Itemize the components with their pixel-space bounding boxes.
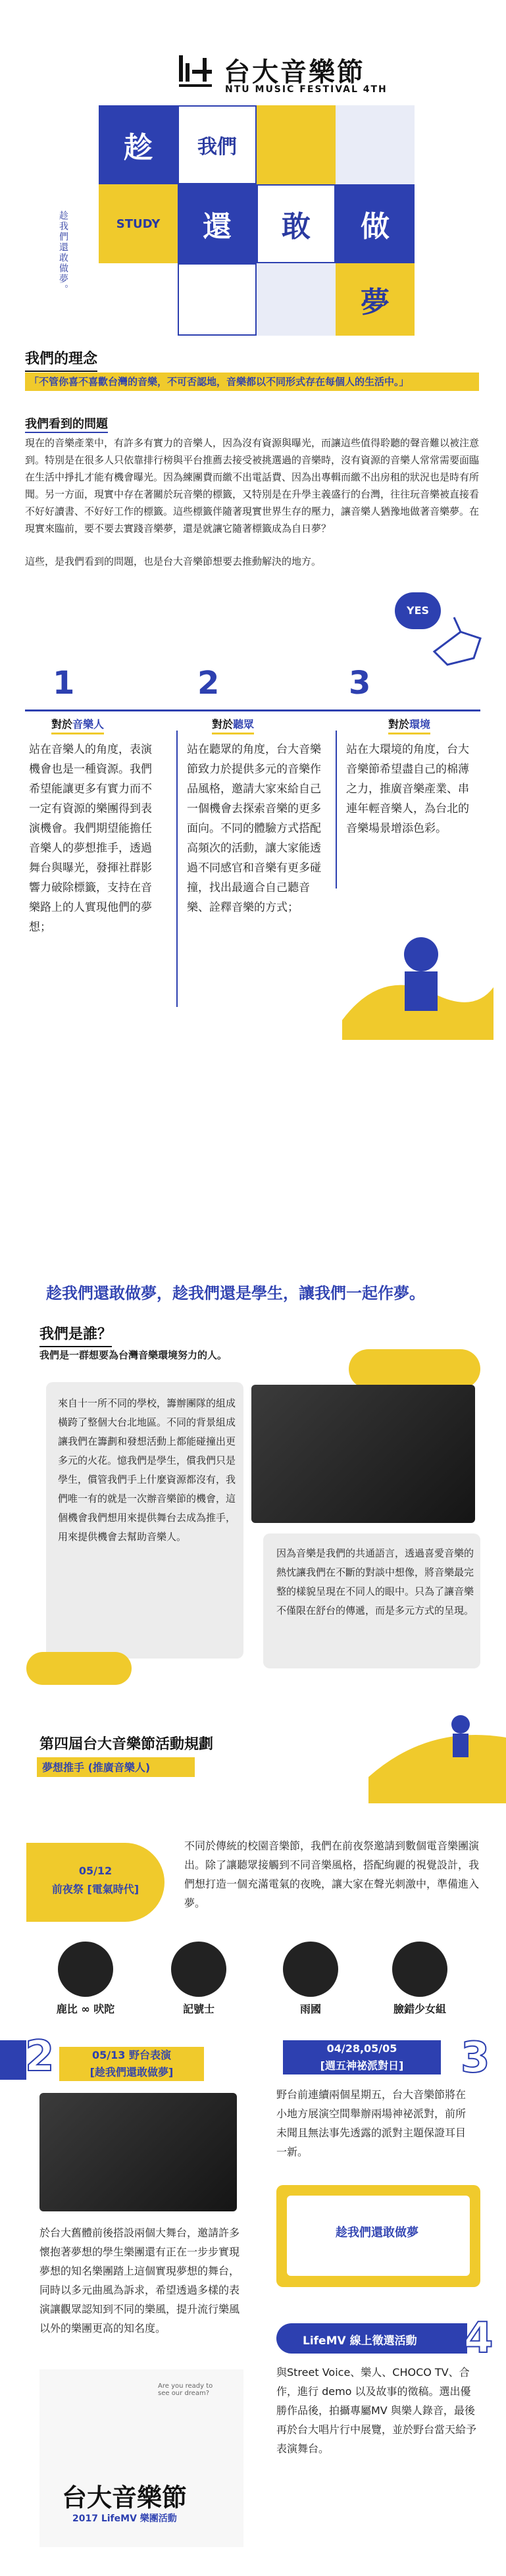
columns-top-rule xyxy=(25,709,480,711)
poster-subtitle: 2017 LifeMV 樂團活動 xyxy=(72,2513,177,2524)
yellow-blob-2 xyxy=(26,1652,132,1685)
event3-text: 野台前連續兩個星期五，台大音樂節將在小地方展演空間舉辦兩場神祕派對，前所未聞且無法事先透露的派對主題保證耳目一新。 xyxy=(276,2088,467,2158)
hero-header xyxy=(0,0,506,342)
col1-text: 站在音樂人的角度，表演機會也是一種資源。我們希望能讓更多有實力而不一定有資源的樂團得到表演機會。我們期望能擔任音樂人的夢想推手，透過舞台與曝光，發揮社群影響力破除標籤，支持在音樂路上的人實現他們的夢想； xyxy=(29,743,152,934)
tile-study: STUDY xyxy=(99,184,178,263)
main-slogan: 趁我們還敢做夢，趁我們還是學生，讓我們一起作夢。 xyxy=(46,1284,425,1302)
concept-quote: 「不管你喜不喜歡台灣的音樂，不可否認地，音樂都以不同形式存在每個人的生活中。」 xyxy=(29,376,409,388)
festival-subtitle: NTU MUSIC FESTIVAL 4TH xyxy=(225,84,388,95)
who-heading: 我們是誰？ xyxy=(39,1323,112,1347)
event1-name: 前夜祭 [電氣時代] xyxy=(51,1883,139,1895)
artist-name-4: 臉錯少女組 xyxy=(393,2003,446,2015)
artist-avatar-3 xyxy=(283,1942,338,1997)
festival-logo xyxy=(176,51,216,91)
tile-women: 我們 xyxy=(178,105,257,184)
vertical-slogan: 趁我們還敢做夢。 xyxy=(58,211,68,295)
tile-light-2 xyxy=(257,263,336,336)
event4-text: 與Street Voice、樂人、CHOCO TV、合作，進行 demo 以及故事的徵稿。選出優勝作品後，拍攝專屬MV 與樂人錄音，最後再於台大唱片行中展覽，並於野台當天給予表演舞台。 xyxy=(276,2366,477,2455)
col2-text: 站在聽眾的角度，台大音樂節致力於提供多元的音樂作品風格，邀請大家來給自己一個機會去探索音樂的更多面向。不同的體驗方式搭配高頻次的活動，讓大家能透過不同感官和音樂有更多碰撞，找出最適合自己聽音樂、詮釋音樂的方式； xyxy=(187,743,321,914)
col3-number: 3 xyxy=(349,665,371,702)
artist-avatar-4 xyxy=(392,1942,447,1997)
events-subheading: 夢想推手 (推廣音樂人) xyxy=(42,1761,151,1774)
col2-label: 對於聽眾 xyxy=(212,716,254,734)
tile-zuo: 做 xyxy=(336,184,415,263)
problem-closing: 這些，是我們看到的問題，也是台大音樂節想要去推動解決的地方。 xyxy=(25,555,322,567)
tile-meng: 夢 xyxy=(336,263,415,336)
poster-title: 台大音樂節 xyxy=(62,2483,188,2512)
tile-gan: 敢 xyxy=(257,184,336,263)
yes-label: YES xyxy=(407,604,430,617)
who-card-2-text: 因為音樂是我們的共通語言，透過喜愛音樂的熱忱讓我們在不斷的對談中想像，將音樂最完整的樣貌呈現在不同人的眼中。只為了讓音樂不僅限在舒台的傳遞，而是多元方式的呈現。 xyxy=(276,1547,474,1616)
event3-number: 3 xyxy=(461,2034,490,2082)
col1-label: 對於音樂人 xyxy=(51,716,104,734)
col3-text: 站在大環境的角度，台大音樂節希望盡自己的棉薄之力，推廣音樂產業、串連年輕音樂人，為台北的音樂場景增添色彩。 xyxy=(346,743,469,835)
col3-label: 對於環境 xyxy=(388,716,430,734)
col1-number: 1 xyxy=(53,665,75,702)
pointing-hand-icon xyxy=(428,612,493,671)
col-divider-1 xyxy=(176,731,178,1007)
tile-hai: 還 xyxy=(178,184,257,263)
event2-stage-photo xyxy=(39,2093,237,2211)
events-heading: 第四屆台大音樂節活動規劃 xyxy=(39,1736,214,1753)
event4-number: 4 xyxy=(464,2314,493,2363)
event2-text: 於台大舊體前後搭設兩個大舞台，邀請許多懷抱著夢想的學生樂團還有正在一步步實現夢想的知名樂團踏上這個實現夢想的舞台，同時以多元曲風為訴求，希望透過多樣的表演讓觀眾認知到不同的樂風，提升流行樂風以外的樂團更高的知名度。 xyxy=(39,2227,240,2334)
event1-text: 不同於傳統的校園音樂節，我們在前夜祭邀請到數個電音樂團演出。除了讓聽眾接觸到不同音樂風格，搭配絢麗的視覺設計，我們想打造一個充滿電氣的夜晚，讓大家在聲光刺激中，準備進入夢。 xyxy=(184,1840,480,1909)
event4-name: LifeMV 線上徵選活動 xyxy=(303,2334,417,2348)
event2-number-bg xyxy=(0,2040,26,2080)
event2-date: 05/13 野台表演 xyxy=(59,2047,204,2064)
artist-avatar-1 xyxy=(58,1942,113,1997)
artist-name-1: 鹿比 ∞ 吠陀 xyxy=(56,2003,115,2015)
artist-avatar-2 xyxy=(171,1942,226,1997)
who-card-1-text: 來自十一所不同的學校，籌辦團隊的組成橫跨了整個大台北地區。不同的背景組成讓我們在籌劃和發想活動上都能碰撞出更多元的火花。憶我們是學生，償我們只是學生，償管我們手上什麼資源都沒有，我們唯一有的就是一次辦音樂節的機會，這個機會我們想用來提供舞台去成為推手，用來提供機會去幫助音樂人。 xyxy=(58,1397,236,1543)
guitar-person-illustration xyxy=(342,908,493,1040)
poster-small-text: Are you ready to see our dream? xyxy=(158,2383,213,2397)
tile-light xyxy=(336,105,415,184)
tile-chen: 趁 xyxy=(99,105,178,184)
problem-heading: 我們看到的問題 xyxy=(25,415,108,433)
tile-circle xyxy=(257,105,336,184)
event1-date: 05/12 xyxy=(78,1865,113,1877)
tile-blank xyxy=(178,263,257,336)
festival-title: 台大音樂節 xyxy=(224,57,365,88)
event3-name: [週五神祕派對日] xyxy=(283,2057,441,2074)
artist-name-3: 雨國 xyxy=(299,2003,321,2015)
event3-date: 04/28,05/05 xyxy=(283,2040,441,2057)
who-subheading: 我們是一群想要為台灣音樂環境努力的人。 xyxy=(39,1349,228,1361)
team-photo xyxy=(251,1385,475,1523)
problem-paragraph: 現在的音樂產業中，有許多有實力的音樂人，因為沒有資源與曝光，而讓這些值得聆聽的聲音難以被注意到。特別是在很多人只依靠排行榜與平台推薦去接受被挑選過的音樂時，沒有資源的音樂人常常需要面臨在生活中掙扎才能有機會曝光。因為練團費而繳不出電話費、因為出專輯而繳不出房租的狀況也是時有所聞。另一方面，現實中存在著關於玩音樂的標籤，又特別是在升學主義盛行的台灣，往往玩音樂被直接看不好好讀書、不好好工作的標籤。這些標籤伴隨著現實世界生存的壓力，讓音樂人猶豫地做著音樂夢。在現實來臨前，要不要去實踐音樂夢，還是就讓它隨著標籤成為自日夢？ xyxy=(25,437,480,534)
event-banner-title: 趁我們還敢做夢 xyxy=(336,2226,418,2240)
artist-name-2: 記號士 xyxy=(182,2003,215,2015)
col-divider-2 xyxy=(336,731,337,889)
event2-name: [趁我們還敢做夢] xyxy=(59,2064,204,2081)
col2-number: 2 xyxy=(197,665,220,702)
event2-number: 2 xyxy=(25,2032,55,2081)
concept-heading: 我們的理念 xyxy=(25,348,97,372)
guitar-hill-illustration xyxy=(368,1698,506,1803)
yellow-blob-1 xyxy=(349,1349,480,1389)
